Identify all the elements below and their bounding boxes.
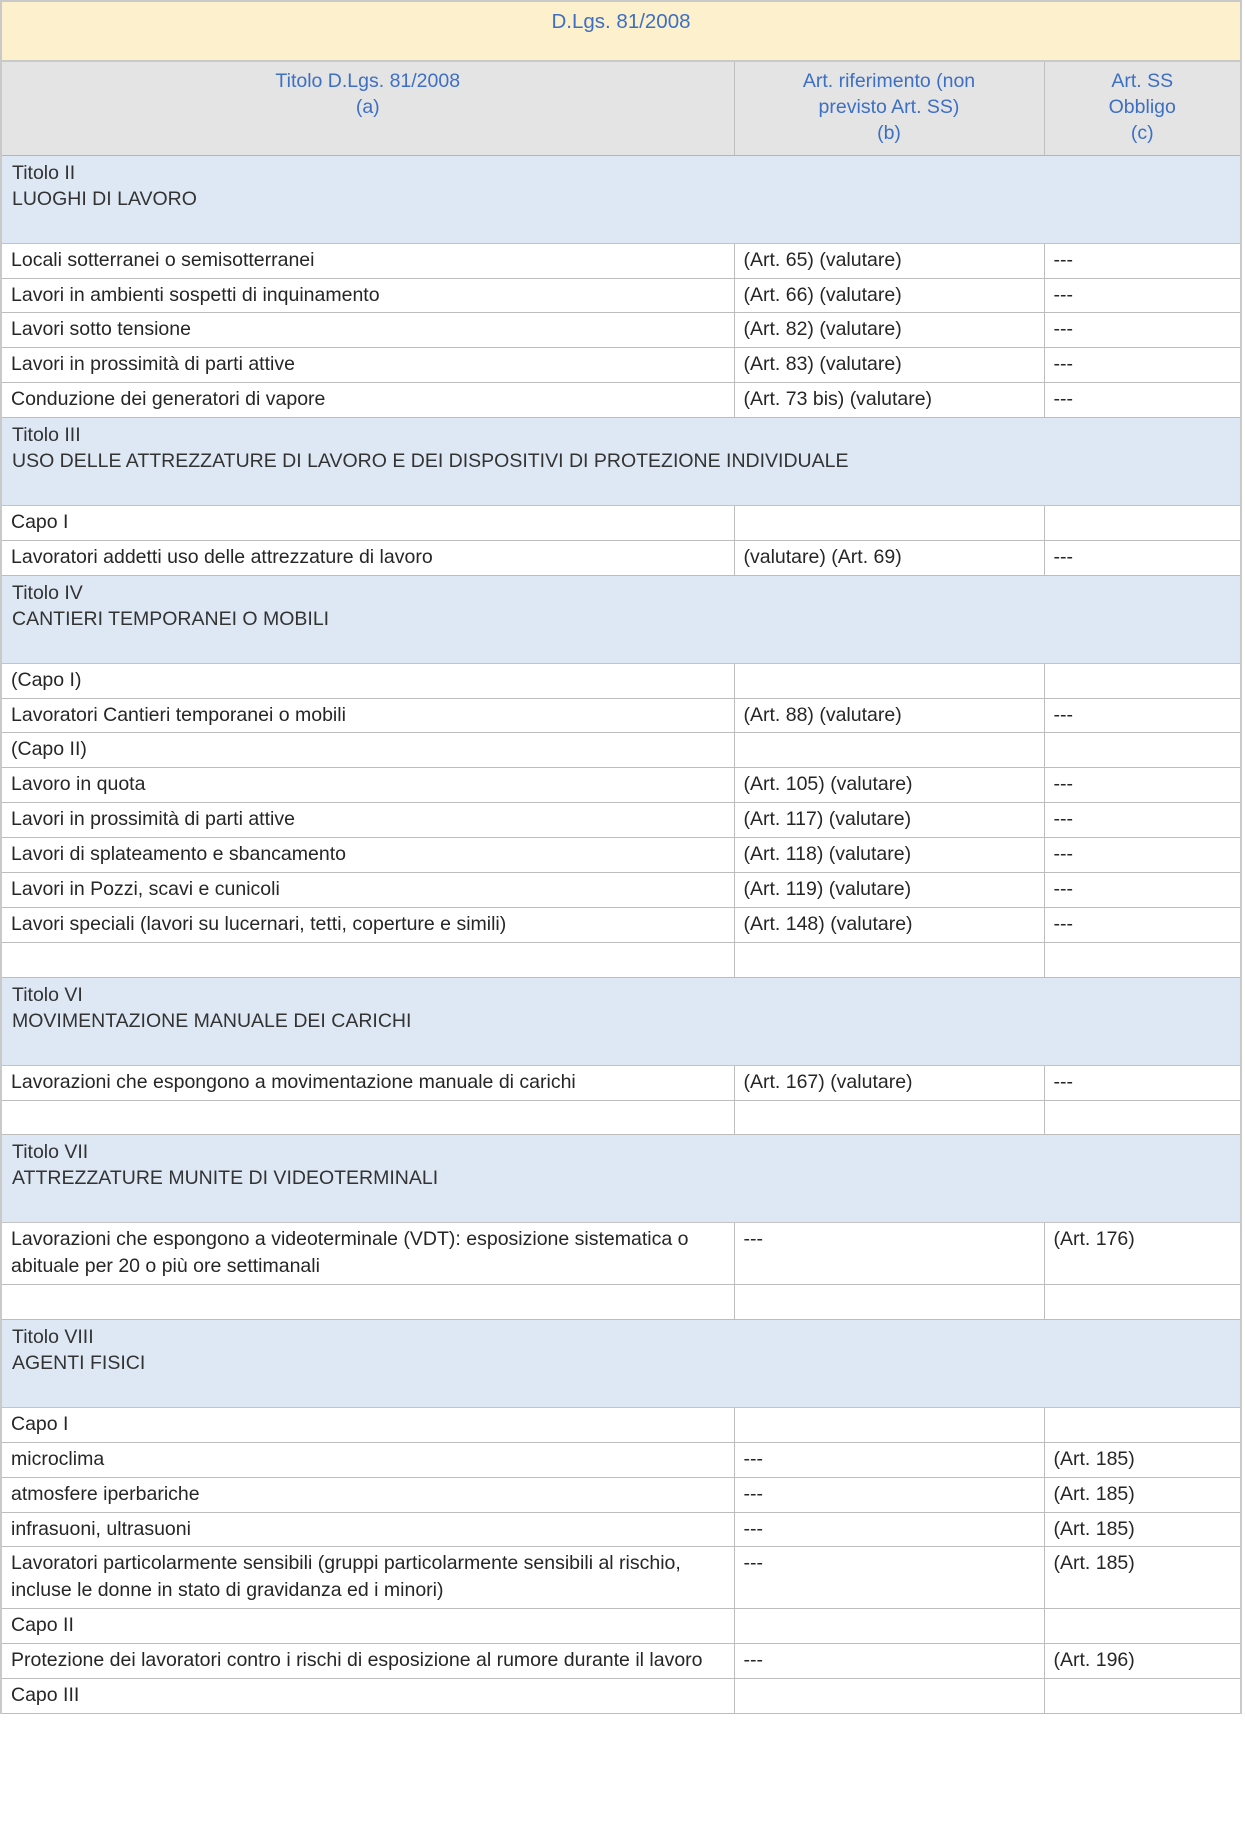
- empty-cell-spacer: [11, 1104, 16, 1131]
- table-cell-b: [734, 1100, 1044, 1135]
- table-cell-a: Locali sotterranei o semisotterranei: [1, 243, 734, 278]
- table-cell-a: Lavori di splateamento e sbancamento: [1, 838, 734, 873]
- table-cell-a: Lavoratori addetti uso delle attrezzature di lavoro: [1, 540, 734, 575]
- section-title-name: AGENTI FISICI: [12, 1351, 146, 1374]
- table-cell-c: ---: [1044, 838, 1241, 873]
- table-cell-a: Lavorazioni che espongono a movimentazione manuale di carichi: [1, 1065, 734, 1100]
- empty-cell-spacer: [1054, 1612, 1059, 1639]
- table-row: [1, 278, 1241, 313]
- table-cell-b: (Art. 73 bis) (valutare): [734, 383, 1044, 418]
- table-cell-c: ---: [1044, 803, 1241, 838]
- table-cell-a: atmosfere iperbariche: [1, 1477, 734, 1512]
- section-title-number: Titolo VII: [12, 1141, 89, 1164]
- empty-cell-spacer: [1054, 1288, 1059, 1315]
- table-row: [1, 698, 1241, 733]
- section-header-row: [1, 1320, 1241, 1408]
- section-header-cell: [1, 1135, 1241, 1223]
- table-cell-a: Lavori in Pozzi, scavi e cunicoli: [1, 873, 734, 908]
- table-cell-b: [734, 505, 1044, 540]
- column-header-b-line2: previsto Art. SS): [818, 95, 960, 118]
- table-cell-a: [1, 1100, 734, 1135]
- table-cell-a: Capo III: [1, 1679, 734, 1714]
- table-cell-b: [734, 1285, 1044, 1320]
- table-cell-b: ---: [734, 1442, 1044, 1477]
- table-row: [1, 907, 1241, 942]
- table-row: [1, 1285, 1241, 1320]
- section-title-name: USO DELLE ATTREZZATURE DI LAVORO E DEI DISPOSITIVI DI PROTEZIONE INDIVIDUALE: [12, 450, 849, 473]
- table-cell-c: ---: [1044, 383, 1241, 418]
- page-title: D.Lgs. 81/2008: [1, 1, 1241, 61]
- empty-cell-spacer: [744, 1288, 749, 1315]
- empty-cell-spacer: [744, 1612, 749, 1639]
- table-cell-c: [1044, 1609, 1241, 1644]
- section-title-name: CANTIERI TEMPORANEI O MOBILI: [12, 607, 330, 630]
- table-row: [1, 1512, 1241, 1547]
- empty-cell-spacer: [744, 736, 749, 763]
- table-title-row: [1, 1, 1241, 61]
- table-cell-a: [1, 1285, 734, 1320]
- table-cell-b: ---: [734, 1547, 1044, 1609]
- section-header-row: [1, 575, 1241, 663]
- column-header-a: [1, 61, 734, 155]
- section-title-name: ATTREZZATURE MUNITE DI VIDEOTERMINALI: [12, 1167, 439, 1190]
- section-title-number: Titolo VIII: [12, 1326, 94, 1349]
- table-cell-b: [734, 1609, 1044, 1644]
- table-cell-c: ---: [1044, 348, 1241, 383]
- section-header-cell: [1, 1320, 1241, 1408]
- table-cell-c: [1044, 1100, 1241, 1135]
- column-header-c: [1044, 61, 1241, 155]
- section-header-row: [1, 977, 1241, 1065]
- table-cell-a: Protezione dei lavoratori contro i rischi di esposizione al rumore durante il lavoro: [1, 1644, 734, 1679]
- table-row: [1, 383, 1241, 418]
- column-header-b-code: (b): [877, 121, 901, 144]
- table-row: [1, 348, 1241, 383]
- column-header-b-line1: Art. riferimento (non: [802, 70, 976, 92]
- empty-cell-spacer: [1054, 1411, 1059, 1438]
- empty-cell-spacer: [744, 1104, 749, 1131]
- table-cell-b: (Art. 118) (valutare): [734, 838, 1044, 873]
- table-cell-c: [1044, 942, 1241, 977]
- table-cell-a: Lavoro in quota: [1, 768, 734, 803]
- table-row: [1, 1477, 1241, 1512]
- table-cell-b: ---: [734, 1512, 1044, 1547]
- table-cell-b: (Art. 148) (valutare): [734, 907, 1044, 942]
- section-header-row: [1, 418, 1241, 506]
- table-cell-b: [734, 663, 1044, 698]
- table-row: [1, 1679, 1241, 1714]
- table-cell-a: Conduzione dei generatori di vapore: [1, 383, 734, 418]
- empty-cell-spacer: [1054, 667, 1059, 694]
- column-header-b: [734, 61, 1044, 155]
- table-cell-c: ---: [1044, 313, 1241, 348]
- table-row: [1, 768, 1241, 803]
- table-cell-b: (Art. 82) (valutare): [734, 313, 1044, 348]
- table-row: [1, 1547, 1241, 1609]
- table-cell-c: ---: [1044, 873, 1241, 908]
- table-cell-c: ---: [1044, 243, 1241, 278]
- table-cell-b: ---: [734, 1477, 1044, 1512]
- table-cell-a: Capo II: [1, 1609, 734, 1644]
- table-cell-c: ---: [1044, 907, 1241, 942]
- table-cell-b: ---: [734, 1223, 1044, 1285]
- section-title-number: Titolo VI: [12, 983, 83, 1006]
- table-row: [1, 313, 1241, 348]
- section-title-number: Titolo III: [12, 424, 81, 447]
- table-cell-c: (Art. 185): [1044, 1547, 1241, 1609]
- table-cell-c: (Art. 185): [1044, 1512, 1241, 1547]
- empty-cell-spacer: [1054, 736, 1059, 763]
- column-header-c-line2: Obbligo: [1108, 95, 1176, 118]
- table-cell-b: [734, 1407, 1044, 1442]
- table-cell-c: (Art. 185): [1044, 1477, 1241, 1512]
- section-title-number: Titolo II: [12, 161, 76, 184]
- table-row: [1, 1442, 1241, 1477]
- table-cell-b: (Art. 105) (valutare): [734, 768, 1044, 803]
- section-title-number: Titolo IV: [12, 581, 83, 604]
- table-row: [1, 505, 1241, 540]
- empty-cell-spacer: [1054, 1682, 1059, 1709]
- table-cell-c: [1044, 505, 1241, 540]
- table-cell-b: (Art. 119) (valutare): [734, 873, 1044, 908]
- section-header-row: [1, 155, 1241, 243]
- column-header-c-code: (c): [1130, 121, 1154, 144]
- table-cell-b: [734, 733, 1044, 768]
- table-row: [1, 1407, 1241, 1442]
- table-cell-c: ---: [1044, 698, 1241, 733]
- table-cell-b: ---: [734, 1644, 1044, 1679]
- empty-cell-spacer: [744, 667, 749, 694]
- table-cell-b: (Art. 167) (valutare): [734, 1065, 1044, 1100]
- table-cell-a: microclima: [1, 1442, 734, 1477]
- table-cell-c: (Art. 176): [1044, 1223, 1241, 1285]
- table-cell-a: Lavorazioni che espongono a videoterminale (VDT): esposizione sistematica o abituale per 20 o più ore settimanali: [1, 1223, 734, 1285]
- table-cell-b: [734, 1679, 1044, 1714]
- table-cell-b: (Art. 83) (valutare): [734, 348, 1044, 383]
- section-header-cell: [1, 575, 1241, 663]
- table-cell-b: (Art. 65) (valutare): [734, 243, 1044, 278]
- table-cell-c: [1044, 1285, 1241, 1320]
- table-cell-c: ---: [1044, 540, 1241, 575]
- empty-cell-spacer: [1054, 1104, 1059, 1131]
- table-cell-a: (Capo I): [1, 663, 734, 698]
- empty-cell-spacer: [11, 1288, 16, 1315]
- table-cell-b: (Art. 88) (valutare): [734, 698, 1044, 733]
- table-cell-a: Lavoratori particolarmente sensibili (gruppi particolarmente sensibili al rischio, incluse le donne in stato di gravidanza ed i minori): [1, 1547, 734, 1609]
- table-cell-c: (Art. 185): [1044, 1442, 1241, 1477]
- table-cell-b: (Art. 117) (valutare): [734, 803, 1044, 838]
- table-cell-a: Capo I: [1, 505, 734, 540]
- table-cell-b: [734, 942, 1044, 977]
- table-row: [1, 1100, 1241, 1135]
- table-cell-a: (Capo II): [1, 733, 734, 768]
- empty-cell-spacer: [744, 1411, 749, 1438]
- table-cell-a: Lavori sotto tensione: [1, 313, 734, 348]
- table-cell-c: ---: [1044, 278, 1241, 313]
- table-cell-a: [1, 942, 734, 977]
- table-row: [1, 942, 1241, 977]
- table-cell-a: Lavori in prossimità di parti attive: [1, 348, 734, 383]
- table-cell-b: (Art. 66) (valutare): [734, 278, 1044, 313]
- table-cell-c: [1044, 733, 1241, 768]
- table-cell-c: [1044, 663, 1241, 698]
- table-cell-a: Lavori in prossimità di parti attive: [1, 803, 734, 838]
- empty-cell-spacer: [1054, 946, 1059, 973]
- empty-cell-spacer: [1054, 509, 1059, 536]
- table-row: [1, 1644, 1241, 1679]
- table-cell-b: (valutare) (Art. 69): [734, 540, 1044, 575]
- table-row: [1, 838, 1241, 873]
- table-row: [1, 663, 1241, 698]
- table-cell-a: Lavori speciali (lavori su lucernari, tetti, coperture e simili): [1, 907, 734, 942]
- empty-cell-spacer: [744, 1682, 749, 1709]
- table-cell-c: ---: [1044, 1065, 1241, 1100]
- column-header-a-code: (a): [355, 95, 380, 118]
- table-cell-a: Lavori in ambienti sospetti di inquinamento: [1, 278, 734, 313]
- table-row: [1, 1223, 1241, 1285]
- table-row: [1, 803, 1241, 838]
- column-header-a-line1: Titolo D.Lgs. 81/2008: [275, 70, 461, 92]
- table-row: [1, 1609, 1241, 1644]
- table-cell-a: Capo I: [1, 1407, 734, 1442]
- empty-cell-spacer: [744, 946, 749, 973]
- table-row: [1, 540, 1241, 575]
- column-header-c-line1: Art. SS: [1111, 70, 1174, 92]
- table-cell-c: ---: [1044, 768, 1241, 803]
- section-header-cell: [1, 977, 1241, 1065]
- empty-cell-spacer: [11, 946, 16, 973]
- section-title-name: MOVIMENTAZIONE MANUALE DEI CARICHI: [12, 1009, 412, 1032]
- table-cell-c: [1044, 1679, 1241, 1714]
- section-header-cell: [1, 155, 1241, 243]
- table-cell-c: [1044, 1407, 1241, 1442]
- table-cell-a: infrasuoni, ultrasuoni: [1, 1512, 734, 1547]
- section-header-cell: [1, 418, 1241, 506]
- table-row: [1, 243, 1241, 278]
- column-header-row: [1, 61, 1241, 155]
- table-row: [1, 873, 1241, 908]
- table-cell-a: Lavoratori Cantieri temporanei o mobili: [1, 698, 734, 733]
- section-title-name: LUOGHI DI LAVORO: [12, 187, 197, 210]
- table-row: [1, 733, 1241, 768]
- empty-cell-spacer: [744, 509, 749, 536]
- table-cell-c: (Art. 196): [1044, 1644, 1241, 1679]
- section-header-row: [1, 1135, 1241, 1223]
- table-row: [1, 1065, 1241, 1100]
